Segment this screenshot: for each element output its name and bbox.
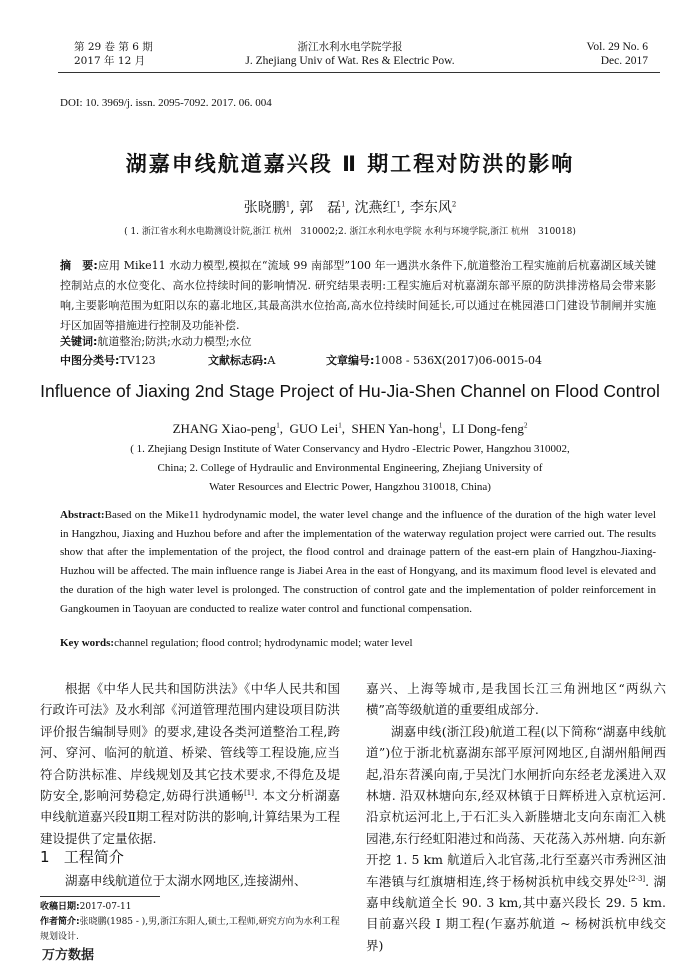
footnote-divider: [40, 896, 160, 897]
affiliation-mark: 2: [523, 421, 528, 430]
volume-issue-cn: 第 29 卷 第 6 期: [74, 41, 153, 53]
received-value: 2017-07-11: [79, 902, 132, 912]
article-number-value: 1008 - 536X(2017)06-0015-04: [374, 354, 542, 367]
affiliation-en-line: ( 1. Zhejiang Design Institute of Water Conservancy and Hydro -Electric Power, Hangzhou 310002,: [130, 443, 570, 455]
abstract-text-en: Based on the Mike11 hydrodynamic model, the water level change and the influence of the duration of the high water level in Hangzhou, Jiaxing and Huzhou before and after the implementation of the waterway regulation project were carried out. The results show that after the implementation of the project, the flood control and drainage pattern of the east-ern plain of Hangzhou-Jiaxing-Huzhou will be affected. The main influence range is Jiabei Area in the east of Hongyang, and its maximum flood level is elevated and the duration of the high water level is prolonged. The construction of control gate and the implementation of polder reinforcement in Gangkoumen in Taoyuan are conducted to realize water control and functional compensation.: [60, 509, 656, 615]
authors-en: ZHANG Xiao-peng$^1$, GUO Lei$^1$, SHEN Yan-hong$^1$, LI Dong-feng$^2$: [172, 421, 528, 436]
author-bio-label: 作者简介:: [40, 917, 80, 927]
keywords-text-en: channel regulation; flood control; hydrodynamic model; water level: [114, 637, 413, 649]
abstract-label-cn: 摘 要:: [60, 259, 98, 272]
keywords-label-en: Key words:: [60, 637, 115, 649]
keywords-text-cn: 航道整治;防洪;水动力模型;水位: [97, 335, 252, 348]
date-en: Dec. 2017: [600, 55, 648, 67]
section-title: 工程简介: [63, 848, 124, 866]
paragraph-text: 根据《中华人民共和国防洪法》《中华人民共和国行政许可法》及水利部《河道管理范围内建设项目防洪评价报告编制导则》的要求,建设各类河道整治工程,跨河、穿河、临河的航道、桥梁、管线等工程设施,应当符合防洪标准、岸线规划及其它技术要求,不得危及堤防安全,影响河势稳定,妨碍行洪通畅: [40, 681, 341, 804]
affiliation-mark: 1: [338, 421, 342, 430]
document-code: [208, 352, 275, 368]
clc-value: TV123: [119, 354, 156, 367]
journal-issue-en: [587, 40, 648, 68]
wanfang-watermark: 万方数据: [42, 948, 95, 963]
author-name-en: LI Dong-feng: [452, 421, 524, 436]
abstract-text-cn: 应用 Mike11 水动力模型,模拟在“流域 99 南部型”100 年一遇洪水条件下,航道整治工程实施前后杭嘉湖区域关键控制站点的水位变化、高水位持续时间的影响情况. 研究结果表明:工程实施后对杭嘉湖东部平原的防洪排涝格局会带来影响,主要影响范围为虹阳以东的嘉北地区,其最高洪水位抬高,高水位持续时间延长,可以通过在桃园港口门建设节制闸并实施圩区加固等措施进行控制及功能补偿.: [60, 259, 656, 332]
abstract-cn: [60, 256, 656, 336]
received-label: 收稿日期:: [40, 902, 80, 912]
article-number-label: 文章编号:: [326, 354, 375, 367]
author-name: 沈燕红: [354, 200, 397, 216]
journal-name-en: J. Zhejiang Univ of Wat. Res & Electric Pow.: [245, 55, 455, 67]
citation-ref[interactable]: [2-3]: [628, 874, 646, 883]
document-code-label: 文献标志码:: [208, 354, 268, 367]
author-bio: [40, 915, 340, 945]
footnote: [40, 900, 340, 945]
clc-label: 中图分类号:: [60, 354, 120, 367]
body-column-right: [366, 678, 666, 956]
received-date: [40, 900, 340, 915]
affiliation-mark: 1: [285, 200, 291, 209]
header-divider: [58, 72, 660, 73]
authors-cn: 张晓鹏$^1$, 郭 磊$^1$, 沈燕红$^1$, 李东风$^2$: [243, 200, 457, 216]
citation-ref[interactable]: [1]: [244, 788, 254, 797]
author-name: 张晓鹏: [243, 200, 286, 216]
affiliation-en-line: Water Resources and Electric Power, Hangzhou 310018, China): [209, 481, 491, 493]
affiliation-en-line: China; 2. College of Hydraulic and Environmental Engineering, Zhejiang University of: [157, 462, 543, 474]
body-paragraph: 湖嘉申线航道位于太湖水网地区,连接湖州、: [65, 873, 307, 888]
paragraph-text: 湖嘉申线(浙江段)航道工程(以下简称“湖嘉申线航道”)位于浙北杭嘉湖东部平原河网地区,自湖州船闸西起,沿东苕溪向南,于吴沈门水闸折向东经老龙溪进入双林塘. 沿双林塘向东,经双林镇于日辉桥进入京杭运河. 沿京杭运河北上,于石汇头入新塍塘北支向东南汇入桃园港,东行经虹阳港过和尚荡、天花荡入苏州塘. 向东新开挖 1. 5 km 航道后入北官荡,北行至嘉兴市秀洲区油车港镇与红旗塘相连,终于杨树浜杭申线交界处: [366, 723, 666, 889]
abstract-en: [60, 506, 656, 618]
section-number: 1: [40, 848, 50, 866]
affiliation-mark: 1: [276, 421, 280, 430]
body-paragraph: [40, 678, 340, 849]
doi[interactable]: DOI: 10. 3969/j. issn. 2095-7092. 2017. 06. 004: [60, 97, 272, 109]
author-name: 李东风: [409, 200, 452, 216]
affiliation-mark: 1: [341, 200, 346, 209]
author-name: 郭 磊: [299, 200, 342, 216]
affiliation-en: [0, 440, 700, 497]
author-bio-value: 张晓鹏(1985 - ),男,浙江东阳人,硕士,工程师,研究方向为水利工程规划设计.: [40, 917, 340, 942]
author-name-en: ZHANG Xiao-peng: [172, 421, 277, 436]
keywords-en: [60, 637, 413, 649]
journal-name-cn: 浙江水利水电学院学报: [297, 41, 403, 53]
abstract-label-en: Abstract:: [60, 509, 105, 521]
paragraph-text: . 本文分析湖嘉申线航道嘉兴段Ⅱ期工程对防洪的影响,计算结果为工程建设提供了定量依据.: [40, 788, 340, 846]
paragraph-text: . 湖嘉申线航道全长 90. 3 km,其中嘉兴段长 29. 5 km. 目前嘉兴段 Ⅰ 期工程(乍嘉苏航道 ~ 杨树浜杭申线交界): [366, 873, 666, 953]
article-number: [326, 352, 542, 368]
clc-number: [60, 352, 156, 368]
body-paragraph: [366, 721, 666, 956]
keywords-cn: [60, 333, 252, 349]
date-cn: 2017 年 12 月: [74, 55, 146, 67]
author-name-en: SHEN Yan-hong: [351, 421, 439, 436]
volume-issue-en: Vol. 29 No. 6: [586, 41, 648, 53]
paper-title-en: Influence of Jiaxing 2nd Stage Project of Hu-Jia-Shen Channel on Flood Control: [40, 381, 660, 401]
body-paragraph: 嘉兴、上海等城市,是我国长江三角洲地区“两纵六横”高等级航道的重要组成部分.: [366, 681, 666, 718]
body-column-left: [40, 678, 340, 849]
affiliation-mark: 1: [438, 421, 443, 430]
author-name-en: GUO Lei: [289, 421, 339, 436]
affiliation-cn: ( 1. 浙江省水利水电勘测设计院,浙江 杭州 310002;2. 浙江水利水电学院 水利与环境学院,浙江 杭州 310018): [124, 227, 576, 237]
affiliation-mark: 2: [451, 200, 457, 209]
keywords-label-cn: 关键词:: [60, 335, 98, 348]
paper-title-cn: 湖嘉申线航道嘉兴段 Ⅱ 期工程对防洪的影响: [125, 152, 575, 176]
section-heading: [40, 846, 124, 867]
document-code-value: A: [267, 354, 276, 367]
affiliation-mark: 1: [396, 200, 401, 209]
